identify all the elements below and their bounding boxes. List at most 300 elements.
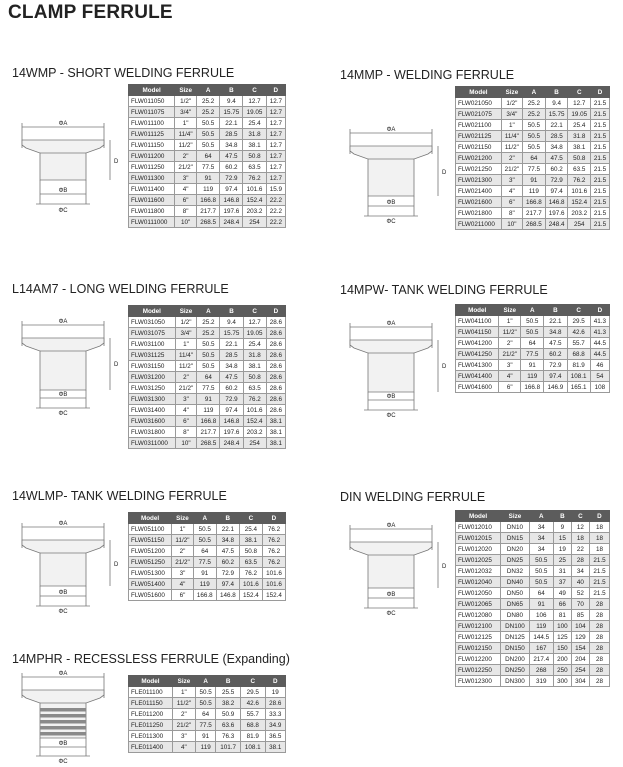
table-cell: 166.8 xyxy=(521,382,544,393)
table-cell: 200 xyxy=(553,654,571,665)
table-cell: 50.5 xyxy=(195,698,215,709)
table-cell: FLW011800 xyxy=(129,206,175,217)
table-cell: 3" xyxy=(172,568,194,579)
table-row xyxy=(456,327,610,338)
table-cell: 19 xyxy=(265,687,285,698)
table-cell: FLW041400 xyxy=(456,371,499,382)
column-header: A xyxy=(523,87,546,98)
table-cell: FLW031100 xyxy=(129,339,176,350)
table-cell: 60.2 xyxy=(220,383,243,394)
table-cell: 22.1 xyxy=(220,118,243,129)
table-cell: FLW012150 xyxy=(456,643,501,654)
table-row xyxy=(129,217,286,228)
table-row xyxy=(456,632,610,643)
column-header: C xyxy=(568,87,591,98)
table-cell: 21/2" xyxy=(501,164,522,175)
table-cell: FLW041300 xyxy=(456,360,499,371)
table-cell: 38.1 xyxy=(243,140,266,151)
table-cell: FLW0211000 xyxy=(456,219,502,230)
table-cell: DN200 xyxy=(501,654,530,665)
table-cell: 28 xyxy=(571,555,589,566)
table-cell: 18 xyxy=(589,544,609,555)
table-cell: 129 xyxy=(571,632,589,643)
table-cell: 91 xyxy=(195,731,215,742)
table-cell: 217.7 xyxy=(197,206,220,217)
column-header: C xyxy=(240,676,265,687)
ferrule-diagram-14wlmp xyxy=(10,518,122,614)
table-cell: 101.6 xyxy=(262,579,285,590)
table-cell: 146.8 xyxy=(220,416,243,427)
column-header: D xyxy=(265,676,285,687)
table-cell: 76.2 xyxy=(568,175,591,186)
table-cell: 38.1 xyxy=(266,427,285,438)
table-cell: 203.2 xyxy=(243,427,266,438)
table-cell: DN32 xyxy=(501,566,530,577)
table-cell: 119 xyxy=(195,742,215,753)
table-cell: 64 xyxy=(195,709,215,720)
table-cell: 304 xyxy=(571,676,589,687)
table-row xyxy=(456,153,610,164)
table-cell: 50.5 xyxy=(529,555,553,566)
table-row xyxy=(456,197,610,208)
table-cell: 4" xyxy=(175,405,197,416)
table-row xyxy=(456,316,610,327)
table-row xyxy=(129,372,286,383)
table-row xyxy=(129,524,286,535)
table-cell: 41.3 xyxy=(590,316,609,327)
column-header: D xyxy=(591,87,610,98)
table-cell: 9.4 xyxy=(545,98,568,109)
table-cell: 28.5 xyxy=(545,131,568,142)
table-cell: 1" xyxy=(175,118,197,129)
table-cell: 197.6 xyxy=(220,427,243,438)
column-header: A xyxy=(197,85,220,96)
table-cell: FLW031800 xyxy=(129,427,176,438)
table-cell: 68.8 xyxy=(567,349,590,360)
table-cell: 146.8 xyxy=(220,195,243,206)
table-cell: FLW041200 xyxy=(456,338,499,349)
table-cell: FLW012020 xyxy=(456,544,501,555)
table-cell: 34 xyxy=(529,522,553,533)
table-cell: 12.7 xyxy=(266,107,285,118)
column-header: C xyxy=(567,305,590,316)
table-cell: 2" xyxy=(501,153,522,164)
table-row xyxy=(456,382,610,393)
table-cell: 15.75 xyxy=(545,109,568,120)
diagram-label-c: ΦC xyxy=(386,611,396,616)
table-cell: 12.7 xyxy=(266,96,285,107)
table-cell: 72.9 xyxy=(216,568,239,579)
table-cell: FLW021100 xyxy=(456,120,502,131)
table-cell: 50.8 xyxy=(239,546,262,557)
table-cell: 38.1 xyxy=(266,416,285,427)
table-cell: 28 xyxy=(589,676,609,687)
table-cell: 68.8 xyxy=(240,720,265,731)
table-cell: 10" xyxy=(175,217,197,228)
table-cell: DN80 xyxy=(501,610,530,621)
table-cell: 250 xyxy=(553,665,571,676)
table-cell: 52 xyxy=(571,588,589,599)
table-cell: 152.4 xyxy=(243,195,266,206)
table-cell: 10" xyxy=(501,219,522,230)
table-cell: 152.4 xyxy=(239,590,262,601)
table-cell: FLW011300 xyxy=(129,173,175,184)
spec-table-14wmp xyxy=(128,84,286,228)
table-cell: 34 xyxy=(529,544,553,555)
table-cell: 101.6 xyxy=(239,579,262,590)
table-cell: 22.1 xyxy=(544,316,567,327)
table-cell: 11/2" xyxy=(499,327,521,338)
table-cell: 119 xyxy=(529,621,553,632)
table-cell: 25.5 xyxy=(216,687,241,698)
table-cell: 60.2 xyxy=(545,164,568,175)
table-cell: 85 xyxy=(571,610,589,621)
table-cell: 3" xyxy=(175,173,197,184)
table-cell: 50.5 xyxy=(193,535,216,546)
table-cell: FLW021300 xyxy=(456,175,502,186)
table-cell: 63.5 xyxy=(243,162,266,173)
column-header: C xyxy=(243,85,266,96)
spec-table-14mmp xyxy=(455,86,610,230)
table-cell: 11/2" xyxy=(175,140,197,151)
table-cell: 268.5 xyxy=(523,219,546,230)
table-cell: 11/4" xyxy=(501,131,522,142)
table-row xyxy=(456,643,610,654)
table-cell: 50.5 xyxy=(197,140,220,151)
table-cell: 167 xyxy=(529,643,553,654)
table-row xyxy=(129,546,286,557)
column-header: D xyxy=(266,306,285,317)
section-title-14wlmp: 14WLMP- TANK WELDING FERRULE xyxy=(12,489,227,503)
table-cell: 119 xyxy=(521,371,544,382)
table-row xyxy=(456,371,610,382)
table-cell: 64 xyxy=(197,151,220,162)
table-cell: 3" xyxy=(172,731,195,742)
table-cell: 197.6 xyxy=(220,206,243,217)
table-row xyxy=(456,588,610,599)
table-cell: 248.4 xyxy=(220,217,243,228)
table-cell: 28 xyxy=(589,599,609,610)
table-cell: 77.5 xyxy=(523,164,546,175)
table-cell: 91 xyxy=(523,175,546,186)
table-cell: 119 xyxy=(193,579,216,590)
table-cell: 38.1 xyxy=(243,361,266,372)
table-cell: 91 xyxy=(529,599,553,610)
table-cell: FLW012100 xyxy=(456,621,501,632)
table-cell: 21.5 xyxy=(591,219,610,230)
table-cell: 21/2" xyxy=(175,162,197,173)
table-cell: 76.2 xyxy=(262,535,285,546)
table-row xyxy=(129,361,286,372)
ferrule-diagram-14mmp xyxy=(338,124,450,224)
table-cell: 21/2" xyxy=(499,349,521,360)
table-row xyxy=(456,654,610,665)
table-cell: 146.9 xyxy=(544,382,567,393)
table-cell: 36.5 xyxy=(265,731,285,742)
table-cell: 4" xyxy=(172,579,194,590)
table-row xyxy=(129,195,286,206)
table-cell: 97.4 xyxy=(216,579,239,590)
section-title-14mmp: 14MMP - WELDING FERRULE xyxy=(340,68,515,82)
table-cell: FLE011250 xyxy=(129,720,173,731)
diagram-label-a: ΦA xyxy=(58,671,68,677)
table-cell: 50.5 xyxy=(523,120,546,131)
table-cell: 44.5 xyxy=(590,338,609,349)
table-cell: 100 xyxy=(553,621,571,632)
table-cell: FLW031125 xyxy=(129,350,176,361)
table-cell: FLW021600 xyxy=(456,197,502,208)
table-cell: FLW012032 xyxy=(456,566,501,577)
table-cell: 25 xyxy=(553,555,571,566)
table-cell: 60.2 xyxy=(220,162,243,173)
ferrule-diagram-l14am7 xyxy=(10,316,122,416)
table-row xyxy=(129,394,286,405)
table-cell: 108.1 xyxy=(567,371,590,382)
table-cell: 22 xyxy=(571,544,589,555)
table-cell: 12.7 xyxy=(266,129,285,140)
table-row xyxy=(456,533,610,544)
table-cell: 34.9 xyxy=(265,720,285,731)
table-cell: 25.2 xyxy=(197,317,220,328)
table-row xyxy=(456,566,610,577)
table-cell: 50.8 xyxy=(243,151,266,162)
table-cell: FLW031200 xyxy=(129,372,176,383)
table-row xyxy=(129,731,286,742)
table-cell: 76.3 xyxy=(216,731,241,742)
table-cell: 50.5 xyxy=(529,566,553,577)
table-cell: FLW051200 xyxy=(129,546,172,557)
diagram-label-c: ΦC xyxy=(386,219,396,224)
column-header: A xyxy=(529,511,553,522)
column-header: Size xyxy=(175,306,197,317)
table-row xyxy=(456,109,610,120)
table-cell: 91 xyxy=(521,360,544,371)
table-cell: 28.6 xyxy=(266,328,285,339)
table-row xyxy=(456,164,610,175)
table-cell: 66 xyxy=(553,599,571,610)
table-cell: 38.1 xyxy=(265,742,285,753)
column-header: D xyxy=(590,305,609,316)
spec-table-din xyxy=(455,510,610,687)
table-cell: 25.2 xyxy=(197,107,220,118)
diagram-label-c: ΦC xyxy=(58,609,68,614)
table-cell: 25.4 xyxy=(243,339,266,350)
table-cell: DN150 xyxy=(501,643,530,654)
table-cell: 108.1 xyxy=(240,742,265,753)
table-cell: 54 xyxy=(590,371,609,382)
table-cell: 55.7 xyxy=(567,338,590,349)
table-cell: 21.5 xyxy=(591,131,610,142)
table-row xyxy=(129,742,286,753)
table-cell: 28.6 xyxy=(266,405,285,416)
table-cell: 146.8 xyxy=(216,590,239,601)
table-cell: 76.2 xyxy=(262,557,285,568)
table-header-row xyxy=(129,85,286,96)
table-cell: 11/2" xyxy=(501,142,522,153)
table-cell: 25.4 xyxy=(568,120,591,131)
table-cell: 28 xyxy=(589,632,609,643)
table-cell: 38.2 xyxy=(216,698,241,709)
column-header: D xyxy=(266,85,285,96)
table-cell: 21.5 xyxy=(591,153,610,164)
diagram-label-d: D xyxy=(114,362,119,368)
table-cell: 21.5 xyxy=(591,142,610,153)
table-cell: 108 xyxy=(590,382,609,393)
table-cell: 25.2 xyxy=(523,109,546,120)
table-cell: 50.5 xyxy=(523,142,546,153)
table-cell: 11/2" xyxy=(172,698,195,709)
table-cell: 3" xyxy=(175,394,197,405)
table-cell: 300 xyxy=(553,676,571,687)
column-header: A xyxy=(521,305,544,316)
table-cell: 47.5 xyxy=(545,153,568,164)
table-cell: 203.2 xyxy=(568,208,591,219)
table-cell: FLE011400 xyxy=(129,742,173,753)
table-cell: 9 xyxy=(553,522,571,533)
diagram-label-b: ΦB xyxy=(58,590,68,596)
column-header: Model xyxy=(456,305,499,316)
table-cell: 22.2 xyxy=(266,206,285,217)
table-cell: 1" xyxy=(175,339,197,350)
table-row xyxy=(129,383,286,394)
table-row xyxy=(129,698,286,709)
table-cell: 204 xyxy=(571,654,589,665)
table-cell: 28.6 xyxy=(266,372,285,383)
column-header: A xyxy=(193,513,216,524)
table-cell: 12.7 xyxy=(266,162,285,173)
table-cell: 34 xyxy=(529,533,553,544)
table-cell: FLW011600 xyxy=(129,195,175,206)
table-cell: 97.4 xyxy=(220,405,243,416)
table-cell: 166.8 xyxy=(197,416,220,427)
column-header: Size xyxy=(172,676,195,687)
table-cell: 119 xyxy=(197,405,220,416)
table-cell: FLW012250 xyxy=(456,665,501,676)
table-cell: 31 xyxy=(553,566,571,577)
column-header: B xyxy=(216,676,241,687)
diagram-label-a: ΦA xyxy=(386,321,396,327)
table-cell: FLW021400 xyxy=(456,186,502,197)
table-row xyxy=(129,339,286,350)
table-row xyxy=(456,665,610,676)
table-cell: 217.7 xyxy=(523,208,546,219)
table-cell: FLW011050 xyxy=(129,96,175,107)
table-cell: 101.6 xyxy=(243,405,266,416)
table-cell: DN65 xyxy=(501,599,530,610)
table-row xyxy=(129,590,286,601)
table-cell: 268.5 xyxy=(197,438,220,449)
table-cell: 97.4 xyxy=(220,184,243,195)
table-cell: 3/4" xyxy=(501,109,522,120)
table-cell: 91 xyxy=(193,568,216,579)
table-cell: 28.5 xyxy=(220,129,243,140)
column-header: B xyxy=(220,85,243,96)
diagram-label-b: ΦB xyxy=(58,188,68,194)
table-cell: 28.6 xyxy=(265,698,285,709)
table-cell: 34.8 xyxy=(220,140,243,151)
table-row xyxy=(129,140,286,151)
table-cell: 42.6 xyxy=(567,327,590,338)
column-header: B xyxy=(544,305,567,316)
table-cell: 3/4" xyxy=(175,328,197,339)
table-cell: 254 xyxy=(243,217,266,228)
table-cell: 97.4 xyxy=(544,371,567,382)
table-cell: 165.1 xyxy=(567,382,590,393)
column-header: A xyxy=(195,676,215,687)
table-cell: 12.7 xyxy=(266,151,285,162)
table-cell: 47.5 xyxy=(544,338,567,349)
table-cell: 106 xyxy=(529,610,553,621)
table-row xyxy=(129,438,286,449)
table-row xyxy=(456,186,610,197)
table-cell: 28.6 xyxy=(266,394,285,405)
table-cell: 29.5 xyxy=(567,316,590,327)
table-cell: 12.7 xyxy=(266,140,285,151)
table-cell: FLW051400 xyxy=(129,579,172,590)
table-cell: DN10 xyxy=(501,522,530,533)
table-row xyxy=(129,427,286,438)
table-cell: 217.7 xyxy=(197,427,220,438)
table-cell: 72.9 xyxy=(220,394,243,405)
diagram-label-d: D xyxy=(114,159,119,165)
table-cell: 22.1 xyxy=(220,339,243,350)
table-cell: 60.2 xyxy=(216,557,239,568)
table-cell: FLW021200 xyxy=(456,153,502,164)
table-cell: 2" xyxy=(499,338,521,349)
table-cell: 77.5 xyxy=(197,383,220,394)
table-row xyxy=(129,184,286,195)
table-cell: 319 xyxy=(529,676,553,687)
diagram-label-b: ΦB xyxy=(58,392,68,398)
table-cell: 268.5 xyxy=(197,217,220,228)
table-cell: 8" xyxy=(175,206,197,217)
table-cell: 44.5 xyxy=(590,349,609,360)
table-row xyxy=(456,338,610,349)
table-cell: 25.2 xyxy=(197,328,220,339)
table-cell: 50.5 xyxy=(195,687,215,698)
column-header: B xyxy=(545,87,568,98)
column-header: Model xyxy=(456,511,501,522)
table-cell: 104 xyxy=(571,621,589,632)
table-cell: 15.75 xyxy=(220,107,243,118)
table-cell: FLW012010 xyxy=(456,522,501,533)
table-cell: FLW021075 xyxy=(456,109,502,120)
diagram-label-b: ΦB xyxy=(58,741,68,747)
table-row xyxy=(456,544,610,555)
table-cell: 64 xyxy=(521,338,544,349)
table-row xyxy=(129,687,286,698)
table-cell: 12 xyxy=(571,522,589,533)
table-cell: FLE011150 xyxy=(129,698,173,709)
table-cell: 31.8 xyxy=(243,350,266,361)
table-cell: 25.4 xyxy=(243,118,266,129)
table-cell: DN15 xyxy=(501,533,530,544)
table-cell: 254 xyxy=(571,665,589,676)
table-cell: FLW012025 xyxy=(456,555,501,566)
diagram-label-c: ΦC xyxy=(386,413,396,418)
column-header: Size xyxy=(175,85,197,96)
table-row xyxy=(456,676,610,687)
diagram-label-c: ΦC xyxy=(58,411,68,416)
section-title-14wmp: 14WMP - SHORT WELDING FERRULE xyxy=(12,66,235,80)
table-cell: 33.3 xyxy=(265,709,285,720)
table-cell: 63.6 xyxy=(216,720,241,731)
table-cell: 70 xyxy=(571,599,589,610)
table-cell: 38.1 xyxy=(266,438,285,449)
table-cell: 77.5 xyxy=(193,557,216,568)
table-cell: 144.5 xyxy=(529,632,553,643)
table-cell: FLW041150 xyxy=(456,327,499,338)
